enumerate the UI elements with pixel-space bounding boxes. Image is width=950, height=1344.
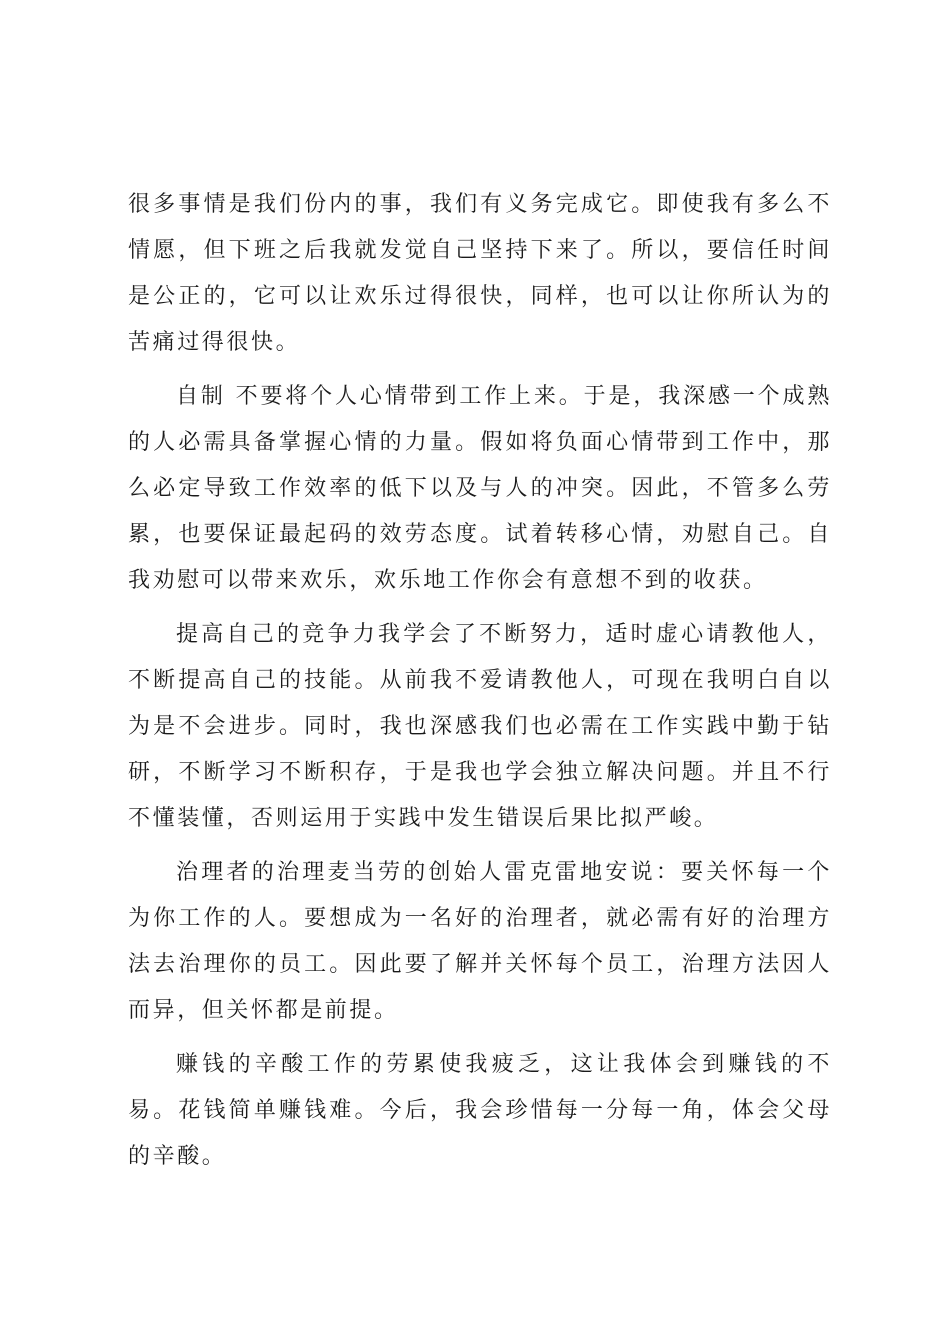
paragraph-5: 赚钱的辛酸工作的劳累使我疲乏，这让我体会到赚钱的不易。花钱简单赚钱难。今后，我会珍惜每一分每一角，体会父母的辛酸。 <box>128 1052 832 1169</box>
paragraph-2: 自制 不要将个人心情带到工作上来。于是，我深感一个成熟的人必需具备掌握心情的力量。假如将负面心情带到工作中，那么必定导致工作效率的低下以及与人的冲突。因此，不管多么劳累，也要保证最起码的效劳态度。试着转移心情，劝慰自己。自我劝慰可以带来欢乐，欢乐地工作你会有意想不到的收获。 <box>128 384 832 593</box>
paragraph-4: 治理者的治理麦当劳的创始人雷克雷地安说：要关怀每一个为你工作的人。要想成为一名好的治理者，就必需有好的治理方法去治理你的员工。因此要了解并关怀每个员工，治理方法因人而异，但关怀都是前提。 <box>128 860 832 1023</box>
paragraph-3: 提高自己的竞争力我学会了不断努力，适时虚心请教他人，不断提高自己的技能。从前我不爱请教他人，可现在我明白自以为是不会进步。同时，我也深感我们也必需在工作实践中勤于钻研，不断学习不断积存，于是我也学会独立解决问题。并且不行不懂装懂，否则运用于实践中发生错误后果比拟严峻。 <box>128 622 832 831</box>
paragraph-1: 很多事情是我们份内的事，我们有义务完成它。即使我有多么不情愿，但下班之后我就发觉自己坚持下来了。所以，要信任时间是公正的，它可以让欢乐过得很快，同样，也可以让你所认为的苦痛过得很快。 <box>128 192 832 355</box>
document-body <box>128 182 832 1188</box>
